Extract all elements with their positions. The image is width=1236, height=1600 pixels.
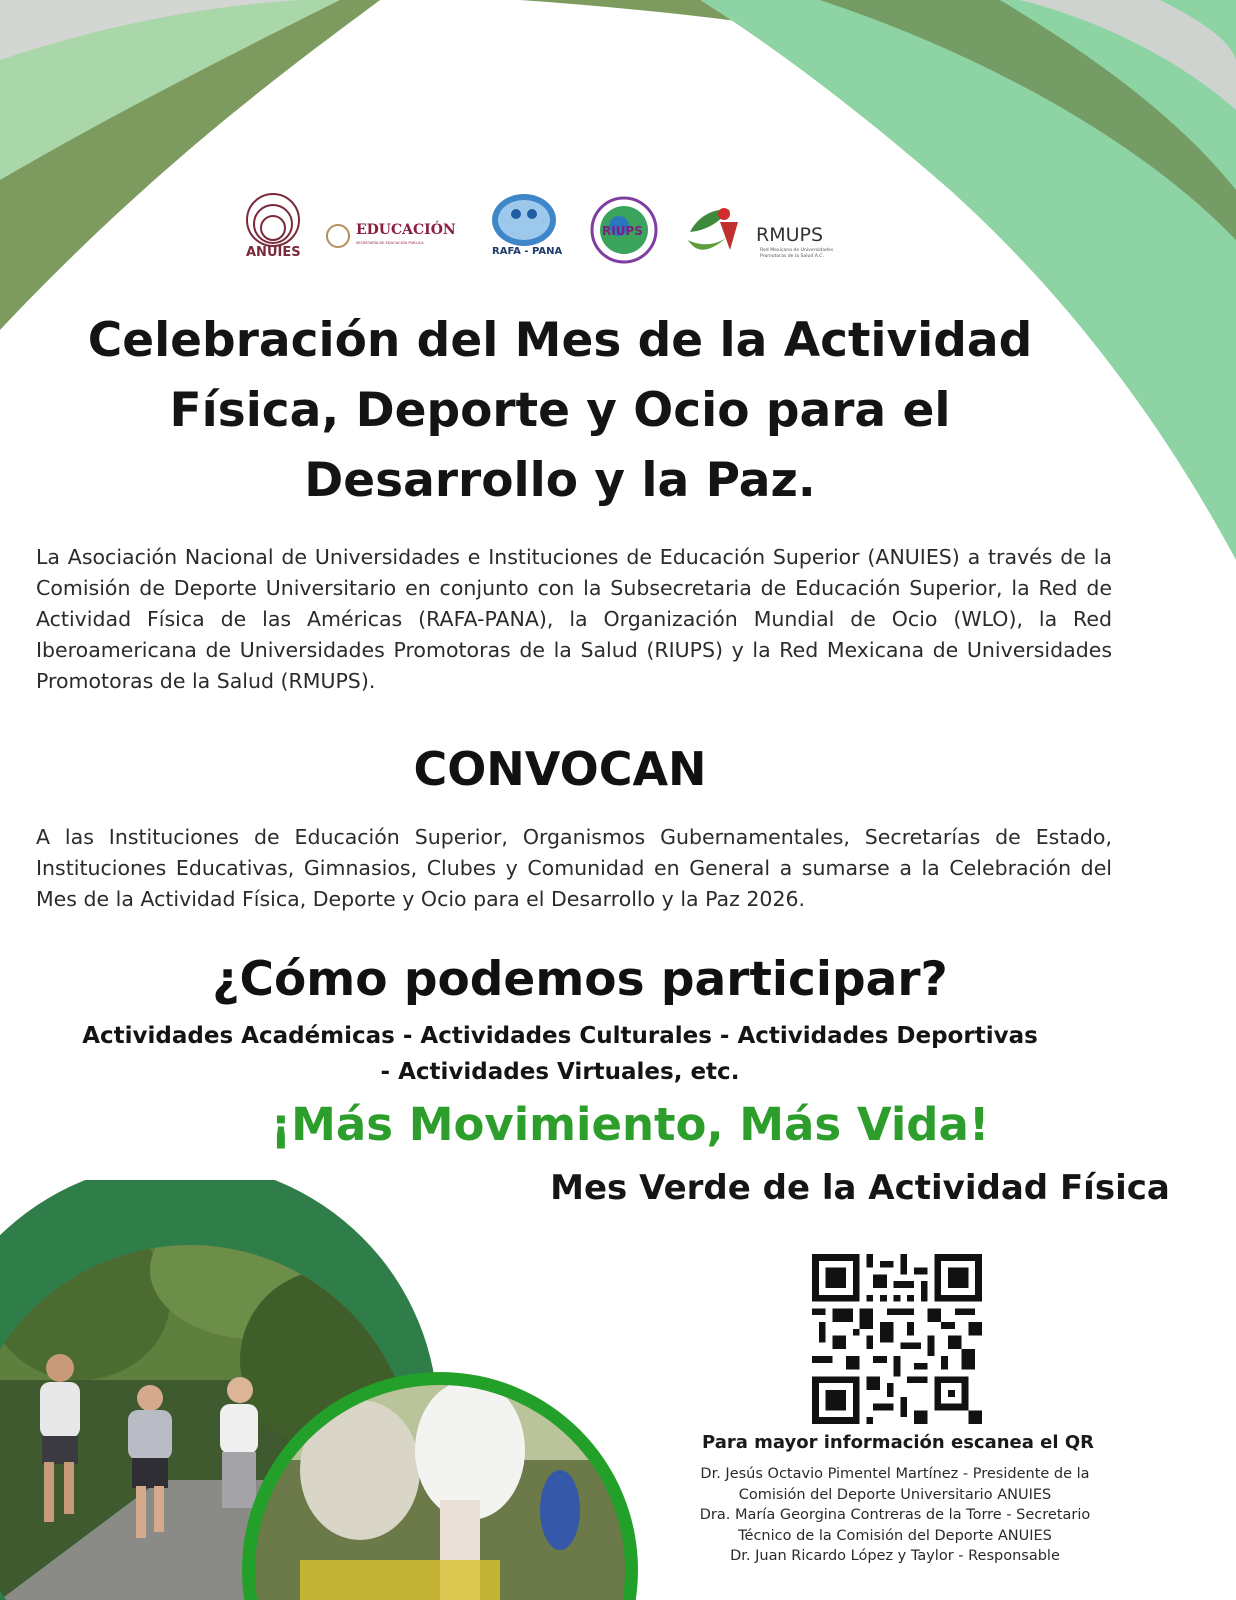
credit-line: Dr. Juan Ricardo López y Taylor - Responsable xyxy=(730,1548,1060,1564)
credit-line: Comisión del Deporte Universitario ANUIES xyxy=(738,1486,1052,1503)
riups-text: RIUPS xyxy=(602,224,643,238)
slogan: ¡Más Movimiento, Más Vida! xyxy=(270,1098,990,1151)
anuies-logo-text: ANUIES xyxy=(246,245,301,260)
convocan-heading: CONVOCAN xyxy=(413,742,707,796)
event-title: Celebración del Mes de la Actividad Física, Deporte y Ocio para el Desarrollo y la Paz. xyxy=(87,313,1033,508)
rmups-subtext: Red Mexicana de Universidades Promotoras de la Salud A.C. xyxy=(760,248,834,259)
participation-heading: ¿Cómo podemos participar? xyxy=(212,952,948,1007)
intro-paragraph: La Asociación Nacional de Universidades e Instituciones de Educación Superior (ANUIES) a través de la Comisión de Deporte Universitario en conjunto con la Subsecretaria de Educación Superior, la Red de Actividad Física de las Américas (RAFA-PANA), la Organización Mundial de Ocio (WLO), la Red Iberoamericana de Universidades Promotoras de la Salud (RIUPS) y la Red Mexicana de Universidades Promotoras de la Salud (RMUPS). xyxy=(36,545,1112,693)
seal-icon xyxy=(326,224,350,248)
rafa-pana-logo xyxy=(486,190,566,280)
activities-list xyxy=(60,1018,1060,1090)
subslogan: Mes Verde de la Actividad Física xyxy=(550,1168,1170,1208)
partner-logos xyxy=(240,190,860,280)
credit-line: Dr. Jesús Octavio Pimentel Martínez - Presidente de la xyxy=(700,1466,1090,1482)
credits xyxy=(670,1464,1120,1567)
educacion-logo xyxy=(326,222,456,252)
activities-line-1: Actividades Académicas - Actividades Culturales - Actividades Deportivas xyxy=(82,1023,1038,1049)
activities-line-2: - Actividades Virtuales, etc. xyxy=(380,1059,740,1085)
educacion-label: EDUCACIÓN xyxy=(356,222,456,238)
anuies-logo xyxy=(240,190,310,280)
rafa-pana-text: RAFA - PANA xyxy=(492,246,563,257)
educacion-sublabel: SECRETARÍA DE EDUCACIÓN PÚBLICA xyxy=(356,241,424,245)
credit-line: Dra. María Georgina Contreras de la Torre - Secretario xyxy=(699,1507,1091,1523)
photo-collage xyxy=(0,1180,650,1600)
rmups-text: RMUPS xyxy=(756,224,824,246)
call-paragraph: A las Instituciones de Educación Superior, Organismos Gubernamentales, Secretarías de Estado, Instituciones Educativas, Gimnasios, Clubes y Comunidad en General a sumarse a la Celebración del Mes de la Actividad Física, Deporte y Ocio para el Desarrollo y la Paz 2026. xyxy=(36,825,1112,911)
qr-caption: Para mayor información escanea el QR xyxy=(702,1432,1094,1453)
qr-code[interactable] xyxy=(812,1254,982,1424)
credit-line: Técnico de la Comisión del Deporte ANUIES xyxy=(738,1527,1052,1544)
